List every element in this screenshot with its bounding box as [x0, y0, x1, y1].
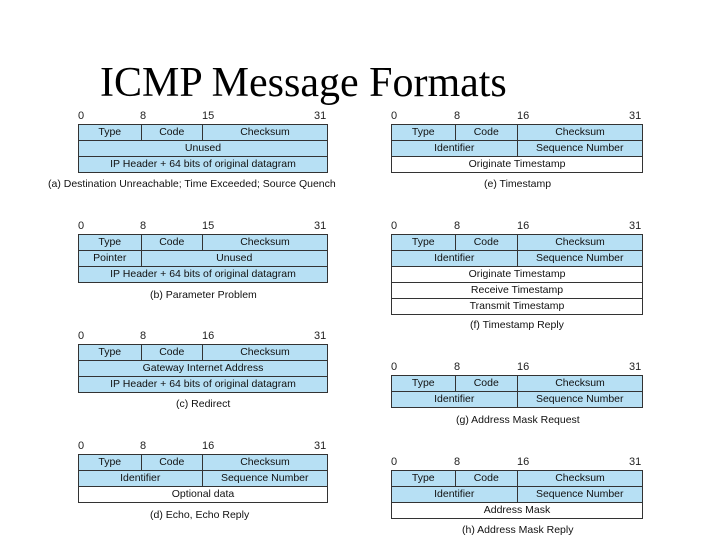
header-row — [392, 471, 643, 487]
packet-format — [78, 344, 328, 393]
originate-timestamp-field: Originate Timestamp — [392, 157, 643, 172]
packet-format — [78, 124, 328, 173]
diagram-h — [391, 456, 643, 519]
field-row — [392, 299, 643, 315]
bit-scale: 0 8 16 31 — [391, 456, 642, 468]
code-field: Code — [456, 376, 519, 391]
type-field: Type — [79, 125, 142, 140]
caption-a: (a) Destination Unreachable; Time Exceeded; Source Quench — [48, 178, 336, 190]
code-field: Code — [142, 125, 204, 140]
code-field: Code — [456, 471, 519, 486]
type-field: Type — [79, 345, 142, 360]
identifier-field: Identifier — [392, 251, 518, 266]
bit-scale: 0 8 15 31 — [78, 220, 327, 232]
bit-scale: 0 8 16 31 — [391, 361, 642, 373]
field-row — [392, 267, 643, 283]
originate-timestamp-field: Originate Timestamp — [392, 267, 643, 282]
sequence-number-field: Sequence Number — [518, 141, 644, 156]
sequence-number-field: Sequence Number — [518, 487, 644, 502]
caption-c: (c) Redirect — [176, 398, 231, 410]
transmit-timestamp-field: Transmit Timestamp — [392, 299, 643, 314]
type-field: Type — [79, 455, 142, 470]
ip-header-field: IP Header + 64 bits of original datagram — [79, 267, 328, 282]
gateway-address-field: Gateway Internet Address — [79, 361, 328, 376]
checksum-field: Checksum — [518, 125, 643, 140]
caption-b: (b) Parameter Problem — [150, 289, 257, 301]
type-field: Type — [392, 125, 456, 140]
checksum-field: Checksum — [518, 471, 643, 486]
bit-scale: 0 8 16 31 — [78, 330, 327, 342]
diagram-a — [78, 110, 328, 173]
packet-format — [391, 470, 643, 519]
identifier-field: Identifier — [392, 392, 518, 407]
field-row — [392, 157, 643, 173]
packet-format — [391, 124, 643, 173]
field-row — [392, 487, 643, 503]
caption-f: (f) Timestamp Reply — [470, 319, 564, 331]
header-row — [392, 235, 643, 251]
packet-format — [391, 375, 643, 408]
identifier-field: Identifier — [79, 471, 203, 486]
field-row — [392, 503, 643, 519]
header-row — [79, 235, 328, 251]
caption-g: (g) Address Mask Request — [456, 414, 580, 426]
unused-field: Unused — [142, 251, 329, 266]
caption-d: (d) Echo, Echo Reply — [150, 509, 250, 521]
sequence-number-field: Sequence Number — [518, 392, 644, 407]
address-mask-field: Address Mask — [392, 503, 643, 518]
diagram-b — [78, 220, 328, 283]
bit-scale: 0 8 15 31 — [78, 110, 327, 122]
field-row — [79, 251, 328, 267]
diagram-e — [391, 110, 643, 173]
field-row — [79, 361, 328, 377]
unused-field: Unused — [79, 141, 328, 156]
diagram-g — [391, 361, 643, 408]
diagram-d — [78, 440, 328, 503]
ip-header-field: IP Header + 64 bits of original datagram — [79, 377, 328, 392]
diagram-f — [391, 220, 643, 315]
field-row — [79, 141, 328, 157]
field-row — [392, 251, 643, 267]
checksum-field: Checksum — [203, 455, 328, 470]
diagram-c — [78, 330, 328, 393]
code-field: Code — [456, 125, 519, 140]
checksum-field: Checksum — [203, 235, 328, 250]
header-row — [79, 455, 328, 471]
bit-scale: 0 8 16 31 — [78, 440, 327, 452]
type-field: Type — [392, 471, 456, 486]
caption-h: (h) Address Mask Reply — [462, 524, 574, 536]
ip-header-field: IP Header + 64 bits of original datagram — [79, 157, 328, 172]
checksum-field: Checksum — [203, 125, 328, 140]
code-field: Code — [456, 235, 519, 250]
caption-e: (e) Timestamp — [484, 178, 552, 190]
field-row — [79, 487, 328, 503]
header-row — [392, 376, 643, 392]
header-row — [79, 125, 328, 141]
receive-timestamp-field: Receive Timestamp — [392, 283, 643, 298]
sequence-number-field: Sequence Number — [518, 251, 644, 266]
code-field: Code — [142, 345, 204, 360]
code-field: Code — [142, 455, 204, 470]
field-row — [392, 141, 643, 157]
code-field: Code — [142, 235, 204, 250]
optional-data-field: Optional data — [79, 487, 328, 502]
packet-format — [78, 234, 328, 283]
type-field: Type — [392, 376, 456, 391]
bit-scale: 0 8 16 31 — [391, 110, 642, 122]
field-row — [79, 157, 328, 173]
identifier-field: Identifier — [392, 487, 518, 502]
packet-format — [391, 234, 643, 315]
bit-scale: 0 8 16 31 — [391, 220, 642, 232]
field-row — [79, 267, 328, 283]
checksum-field: Checksum — [518, 235, 643, 250]
header-row — [392, 125, 643, 141]
type-field: Type — [79, 235, 142, 250]
checksum-field: Checksum — [518, 376, 643, 391]
type-field: Type — [392, 235, 456, 250]
slide-title: ICMP Message Formats — [100, 60, 507, 106]
identifier-field: Identifier — [392, 141, 518, 156]
packet-format — [78, 454, 328, 503]
sequence-number-field: Sequence Number — [203, 471, 329, 486]
pointer-field: Pointer — [79, 251, 142, 266]
field-row — [79, 377, 328, 393]
field-row — [392, 283, 643, 299]
header-row — [79, 345, 328, 361]
field-row — [79, 471, 328, 487]
checksum-field: Checksum — [203, 345, 328, 360]
field-row — [392, 392, 643, 408]
